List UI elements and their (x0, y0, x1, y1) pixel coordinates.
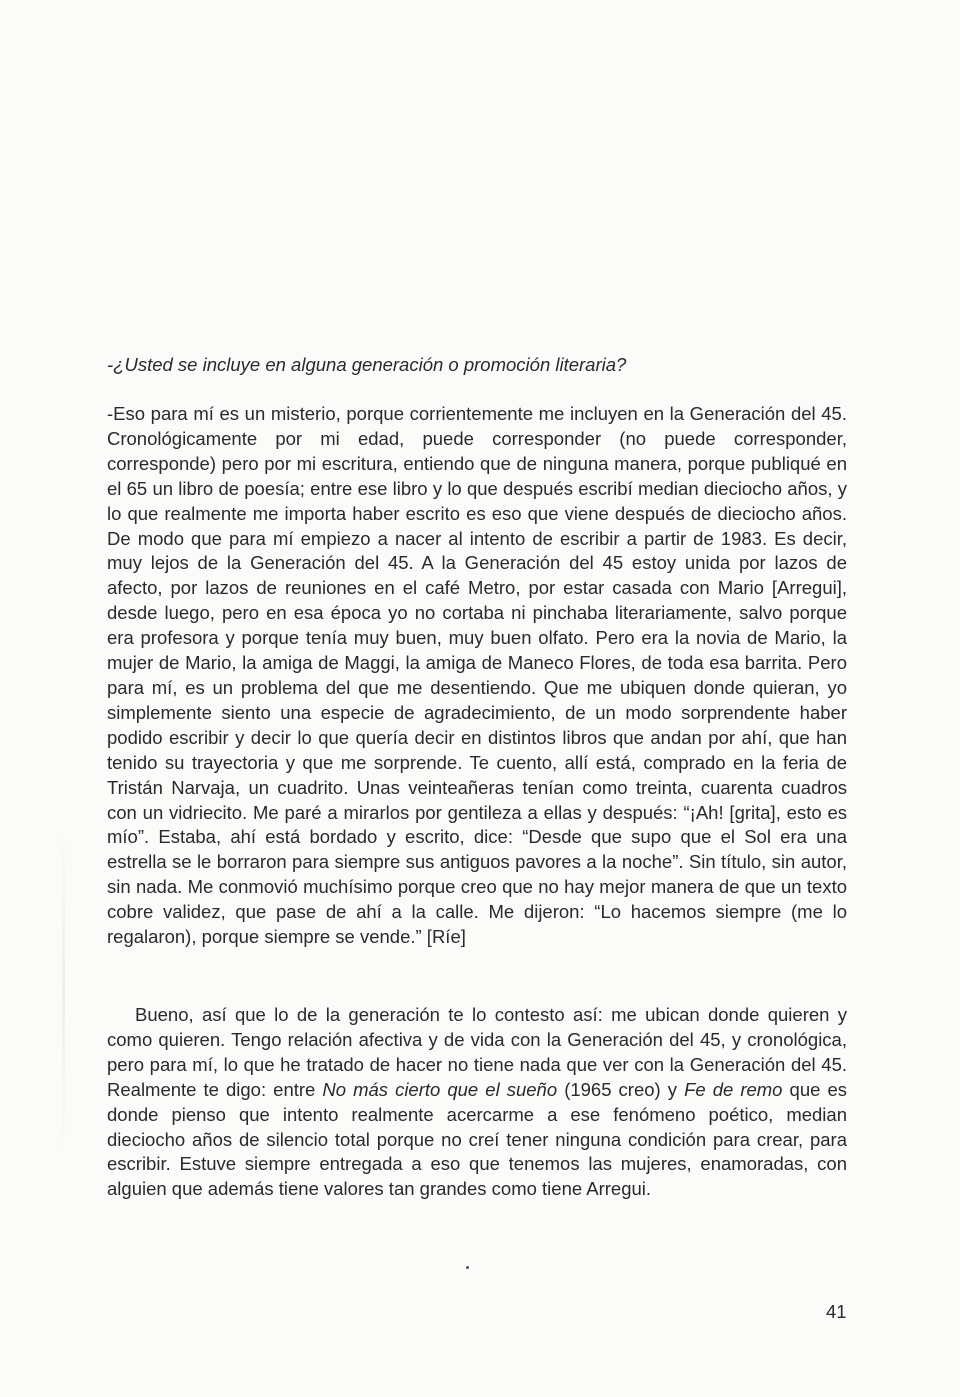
book-title-fe-de-remo: Fe de remo (684, 1078, 783, 1100)
interview-question: -¿Usted se incluye en alguna generación o promoción literaria? (107, 354, 627, 375)
book-title-no-mas-cierto: No más cierto que el sueño (322, 1078, 558, 1100)
page-number: 41 (826, 1301, 847, 1322)
answer-paragraph-2 (107, 1003, 847, 1202)
answer-paragraph-1: -Eso para mí es un misterio, porque corrientemente me incluyen en la Generación del 45. Cronológicamente por mi edad, puede corresponder (no puede corresponder, corresponde) pero por mi escritura, entiendo que de ninguna manera, porque publiqué en el 65 un libro de poesía; entre ese libro y lo que después escribí median dieciocho años, y lo que realmente me importa haber escrito es eso que viene después de dieciocho años. De modo que para mí empiezo a nacer al intento de escribir a partir de 1983. Es decir, muy lejos de la Generación del 45. A la Generación del 45 estoy unida por lazos de afecto, por lazos de reuniones en el café Metro, por estar casada con Mario [Arregui], desde luego, pero en esa época yo no cortaba ni pinchaba literariamente, salvo porque era profesora y porque tenía muy buen, muy buen olfato. Pero era la novia de Mario, la mujer de Mario, la amiga de Maggi, la amiga de Maneco Flores, de toda esa barrita. Pero para mí, es un problema del que me desentiendo. Que me ubiquen donde quieran, yo simplemente siento una especie de agradecimiento, de un modo sorprendente haber podido escribir y decir lo que quería decir en distintos libros que andan por ahí, que han tenido su trayectoria y que me sorprende. Te cuento, allí está, comprado en la feria de Tristán Narvaja, un cuadrito. Unas veinteañeras tenían como treinta, cuarenta cuadros con un vidriecito. Me paré a mirarlos por gentileza a ellas y después: “¡Ah! [grita], esto es mío”. Estaba, ahí está bordado y escrito, dice: “Desde que supo que el Sol era una estrella se le borraron para siempre sus antiguos pavores a la noche”. Sin título, sin autor, sin nada. Me conmovió muchísimo porque creo que no hay mejor manera de que un texto cobre validez, que pase de ahí a la calle. Me dijeron: “Lo hacemos siempre (me lo regalaron), porque siempre se vende.” [Ríe] (107, 403, 847, 948)
answer-paragraph-2-text: que es donde pienso que intento realmente acercarme a ese fenómeno poético, median dieciocho años de silencio total porque no creí tener ninguna condición para crear, para escribir. Estuve siempre entregada a eso que tenemos las mujeres, enamoradas, con alguien que además tiene valores tan grandes como tiene Arregui. (107, 1078, 847, 1200)
scan-speck (466, 1266, 469, 1269)
answer-paragraph-2-text: Bueno, así que lo de la generación te lo contesto así: me ubican donde quieren y como quieren. Tengo relación afectiva y de vida con la Generación del 45, y cronológica, pero para mí, lo que he tratado de hacer no tiene nada que ver con la Generación del 45. Realmente te digo: entre (107, 1004, 847, 1100)
answer-paragraph-2-text: (1965 creo) y (557, 1078, 685, 1100)
margin-shadow (62, 820, 65, 1160)
